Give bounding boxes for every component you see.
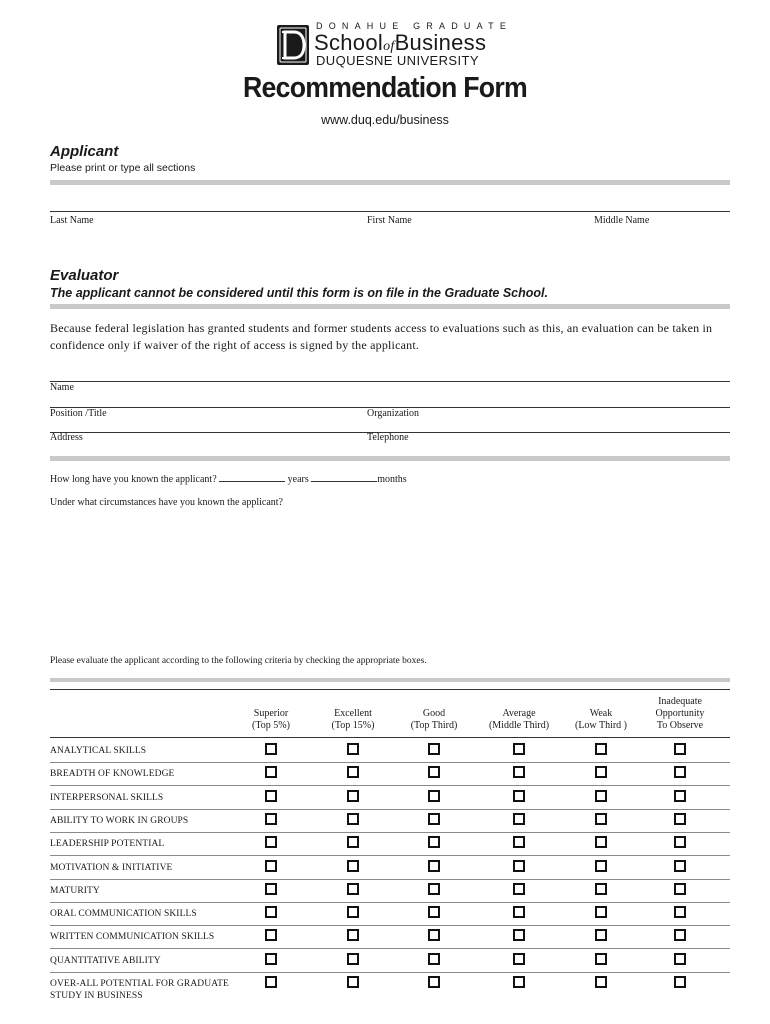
rating-checkbox[interactable] — [674, 766, 686, 778]
months-field[interactable] — [311, 472, 377, 482]
rating-checkbox[interactable] — [428, 906, 440, 918]
rating-checkbox[interactable] — [428, 766, 440, 778]
rating-table-top-rule — [50, 689, 730, 690]
rating-checkbox[interactable] — [513, 976, 525, 988]
rating-column-header — [389, 708, 479, 732]
applicant-heading: Applicant — [50, 143, 119, 160]
rating-checkbox[interactable] — [265, 766, 277, 778]
rating-checkbox[interactable] — [674, 953, 686, 965]
table-row-divider — [50, 832, 730, 833]
rating-checkbox[interactable] — [265, 743, 277, 755]
circumstances-answer-area[interactable] — [50, 515, 730, 645]
rating-checkbox[interactable] — [513, 790, 525, 802]
how-long-label: How long have you known the applicant? — [50, 474, 217, 485]
section-divider — [50, 678, 730, 682]
website-link[interactable]: www.duq.edu/business — [321, 113, 449, 127]
rating-checkbox[interactable] — [595, 860, 607, 872]
rating-column-header — [226, 708, 316, 732]
section-divider — [50, 180, 730, 185]
confidentiality-disclaimer: Because federal legislation has granted students and former students access to evaluations such as this, an evaluation can be taken in confidence only if waiver of the right of access is signed by the applicant. — [50, 321, 713, 352]
rating-checkbox[interactable] — [595, 790, 607, 802]
rating-checkbox[interactable] — [347, 883, 359, 895]
rating-checkbox[interactable] — [347, 813, 359, 825]
rating-checkbox[interactable] — [595, 976, 607, 988]
rating-checkbox[interactable] — [265, 953, 277, 965]
rating-checkbox[interactable] — [674, 743, 686, 755]
criterion-label: LEADERSHIP POTENTIAL — [50, 839, 165, 850]
position-title-label: Position /Title — [50, 408, 107, 419]
rating-checkbox[interactable] — [674, 883, 686, 895]
rating-column-header — [474, 708, 564, 732]
applicant-instruction: Please print or type all sections — [50, 162, 196, 174]
rating-checkbox[interactable] — [428, 860, 440, 872]
address-label: Address — [50, 432, 83, 443]
column-header-line: Opportunity — [655, 708, 705, 719]
university-logo-mark — [276, 24, 310, 66]
rating-checkbox[interactable] — [674, 976, 686, 988]
last-name-label: Last Name — [50, 215, 94, 226]
criterion-label: OVER-ALL POTENTIAL FOR GRADUATE STUDY IN BUSINESS — [50, 979, 229, 1001]
rating-column-header — [308, 708, 398, 732]
rating-checkbox[interactable] — [347, 743, 359, 755]
first-name-label: First Name — [367, 215, 412, 226]
rating-column-header — [635, 696, 725, 732]
rating-checkbox[interactable] — [428, 976, 440, 988]
rating-checkbox[interactable] — [347, 929, 359, 941]
rating-checkbox[interactable] — [347, 906, 359, 918]
rating-checkbox[interactable] — [428, 790, 440, 802]
rating-checkbox[interactable] — [347, 790, 359, 802]
rating-instruction: Please evaluate the applicant according to the following criteria by checking the appropriate boxes. — [50, 656, 427, 666]
rating-checkbox[interactable] — [265, 906, 277, 918]
rating-checkbox[interactable] — [513, 836, 525, 848]
logo-school-word: School — [314, 30, 384, 55]
rating-checkbox[interactable] — [265, 860, 277, 872]
column-header-line: Weak — [589, 708, 613, 719]
criterion-label: MATURITY — [50, 885, 100, 896]
rating-checkbox[interactable] — [347, 953, 359, 965]
logo-university-name: DUQUESNE UNIVERSITY — [316, 53, 479, 68]
column-header-line: (Top Third) — [410, 720, 458, 731]
evaluator-warning: The applicant cannot be considered until this form is on file in the Graduate School. — [50, 286, 548, 300]
rating-checkbox[interactable] — [595, 813, 607, 825]
rating-column-header — [556, 708, 646, 732]
column-header-line: Excellent — [334, 708, 372, 719]
rating-checkbox[interactable] — [674, 860, 686, 872]
column-header-line: (Low Third ) — [574, 720, 628, 731]
criterion-label: QUANTITATIVE ABILITY — [50, 955, 161, 966]
rating-checkbox[interactable] — [595, 883, 607, 895]
column-header-line: (Top 15%) — [331, 720, 375, 731]
rating-checkbox[interactable] — [674, 906, 686, 918]
table-row-divider — [50, 948, 730, 949]
rating-checkbox[interactable] — [513, 953, 525, 965]
section-divider — [50, 304, 730, 309]
evaluator-name-label: Name — [50, 382, 74, 393]
criterion-label: ORAL COMMUNICATION SKILLS — [50, 909, 197, 920]
rating-checkbox[interactable] — [347, 836, 359, 848]
evaluator-heading: Evaluator — [50, 267, 119, 284]
middle-name-label: Middle Name — [594, 215, 650, 226]
column-header-line: (Top 5%) — [252, 720, 290, 731]
logo-business-word: Business — [394, 30, 487, 55]
rating-checkbox[interactable] — [513, 813, 525, 825]
known-duration-row — [50, 472, 407, 485]
rating-checkbox[interactable] — [428, 813, 440, 825]
column-header-line: (Middle Third) — [488, 720, 550, 731]
table-row-divider — [50, 855, 730, 856]
table-row-divider — [50, 785, 730, 786]
criterion-label: MOTIVATION & INITIATIVE — [50, 862, 173, 873]
rating-checkbox[interactable] — [347, 860, 359, 872]
rating-checkbox[interactable] — [265, 813, 277, 825]
years-field[interactable] — [219, 472, 285, 482]
organization-label: Organization — [367, 408, 420, 419]
rating-checkbox[interactable] — [347, 766, 359, 778]
rating-checkbox[interactable] — [595, 906, 607, 918]
rating-checkbox[interactable] — [265, 976, 277, 988]
evaluator-name-line[interactable] — [50, 381, 730, 382]
rating-checkbox[interactable] — [347, 976, 359, 988]
rating-checkbox[interactable] — [428, 743, 440, 755]
rating-checkbox[interactable] — [265, 836, 277, 848]
rating-checkbox[interactable] — [595, 766, 607, 778]
criterion-label: INTERPERSONAL SKILLS — [50, 792, 164, 803]
rating-checkbox[interactable] — [265, 790, 277, 802]
rating-checkbox[interactable] — [595, 929, 607, 941]
column-header-line: Good — [422, 708, 446, 719]
rating-checkbox[interactable] — [265, 929, 277, 941]
table-row-divider — [50, 972, 730, 973]
logo-school-line: DONAHUE GRADUATE — [316, 21, 513, 31]
criterion-label: BREADTH OF KNOWLEDGE — [50, 769, 175, 780]
criterion-label: ABILITY TO WORK IN GROUPS — [50, 815, 189, 826]
column-header-line: Inadequate — [658, 696, 702, 707]
circumstances-label: Under what circumstances have you known the applicant? — [50, 497, 283, 508]
table-row-divider — [50, 902, 730, 903]
rating-checkbox[interactable] — [513, 883, 525, 895]
rating-checkbox[interactable] — [595, 953, 607, 965]
section-divider — [50, 456, 730, 461]
rating-header-rule — [50, 737, 730, 738]
years-label: years — [287, 474, 309, 485]
rating-checkbox[interactable] — [428, 836, 440, 848]
rating-checkbox[interactable] — [513, 906, 525, 918]
column-header-line: Superior — [253, 708, 289, 719]
rating-checkbox[interactable] — [595, 743, 607, 755]
column-header-line: Average — [502, 708, 536, 719]
applicant-name-line[interactable] — [50, 211, 730, 212]
rating-checkbox[interactable] — [674, 813, 686, 825]
rating-checkbox[interactable] — [428, 953, 440, 965]
rating-checkbox[interactable] — [674, 929, 686, 941]
telephone-label: Telephone — [367, 432, 409, 443]
rating-checkbox[interactable] — [428, 883, 440, 895]
column-header-line: To Observe — [656, 720, 704, 731]
table-row-divider — [50, 925, 730, 926]
table-row-divider — [50, 762, 730, 763]
rating-checkbox[interactable] — [265, 883, 277, 895]
criterion-label: WRITTEN COMMUNICATION SKILLS — [50, 932, 215, 943]
rating-checkbox[interactable] — [674, 836, 686, 848]
logo-of-word: of — [383, 39, 395, 54]
criterion-label: ANALYTICAL SKILLS — [50, 746, 147, 756]
rating-checkbox[interactable] — [513, 743, 525, 755]
months-label: months — [377, 474, 407, 485]
rating-checkbox[interactable] — [513, 766, 525, 778]
table-row-divider — [50, 809, 730, 810]
rating-checkbox[interactable] — [513, 860, 525, 872]
rating-checkbox[interactable] — [513, 929, 525, 941]
page-title: Recommendation Form — [243, 72, 527, 104]
table-row-divider — [50, 879, 730, 880]
rating-checkbox[interactable] — [595, 836, 607, 848]
rating-checkbox[interactable] — [674, 790, 686, 802]
rating-checkbox[interactable] — [428, 929, 440, 941]
